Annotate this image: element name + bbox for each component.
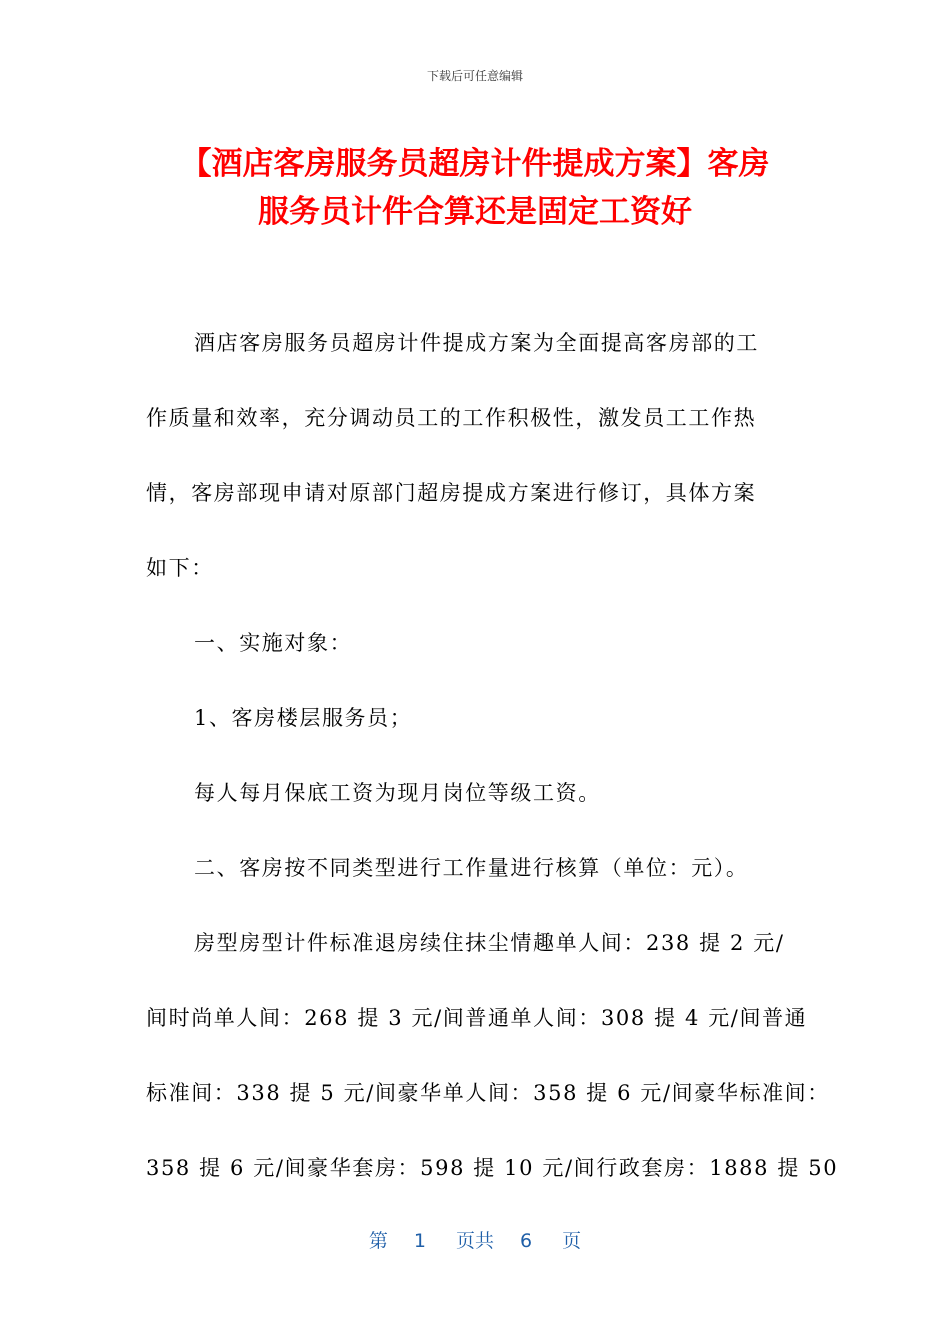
section-heading-1: 一、实施对象： <box>194 631 353 655</box>
list-item-1: 1、客房楼层服务员； <box>194 706 413 730</box>
body-line-2: 作质量和效率，充分调动员工的工作积极性，激发员工工作热 <box>146 406 757 430</box>
title-line-2: 服务员计件合算还是固定工资好 <box>258 194 692 230</box>
header-note: 下载后可任意编辑 <box>426 69 523 83</box>
body-line-6: 房型房型计件标准退房续住抹尘情趣单人间：238 提 2 元/ <box>194 931 785 955</box>
footer-middle: 页共 <box>455 1230 494 1252</box>
title-line-1: 【酒店客房服务员超房计件提成方案】客房 <box>180 146 770 182</box>
body-line-9: 358 提 6 元/间豪华套房：598 提 10 元/间行政套房：1888 提 50 <box>146 1156 839 1180</box>
body-line-5: 每人每月保底工资为现月岗位等级工资。 <box>194 781 601 805</box>
body-line-7: 间时尚单人间：268 提 3 元/间普通单人间：308 提 4 元/间普通 <box>146 1006 808 1030</box>
body-line-8: 标准间：338 提 5 元/间豪华单人间：358 提 6 元/间豪华标准间： <box>146 1081 830 1105</box>
body-line-3: 情，客房部现申请对原部门超房提成方案进行修订，具体方案 <box>146 481 757 505</box>
page-footer <box>0 1226 950 1253</box>
footer-total-pages: 6 <box>520 1230 533 1252</box>
document-title <box>140 140 810 236</box>
footer-prefix: 第 <box>368 1230 388 1252</box>
body-line-4: 如下： <box>146 556 214 580</box>
body-line-1: 酒店客房服务员超房计件提成方案为全面提高客房部的工 <box>194 331 759 355</box>
footer-suffix: 页 <box>562 1230 582 1252</box>
section-heading-2: 二、客房按不同类型进行工作量进行核算（单位：元）。 <box>194 856 749 880</box>
footer-page-number: 1 <box>413 1230 426 1252</box>
